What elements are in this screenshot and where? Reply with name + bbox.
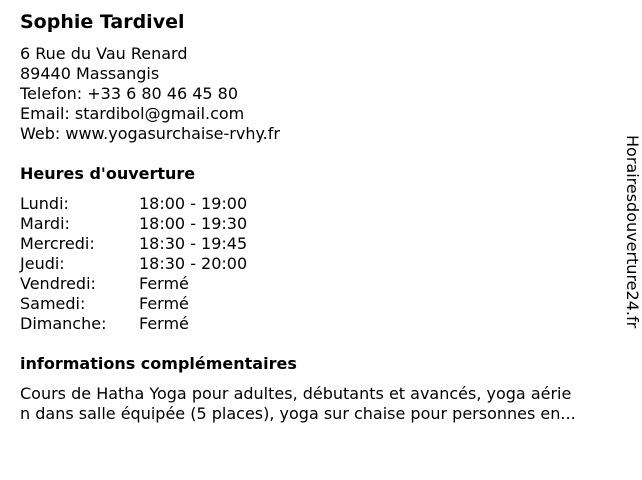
time-value: Fermé	[139, 314, 189, 333]
info-line-1: Cours de Hatha Yoga pour adultes, débutants et avancés, yoga aérie	[20, 384, 572, 403]
phone-text: Telefon: +33 6 80 46 45 80	[20, 84, 239, 103]
address-city: 89440 Massangis	[20, 64, 160, 83]
time-value: 18:00 - 19:30	[139, 214, 248, 233]
hours-row-tuesday	[20, 214, 247, 234]
day-label: Mardi:	[20, 214, 70, 233]
hours-row-sunday	[20, 314, 247, 334]
email-text: Email: stardibol@gmail.com	[20, 104, 245, 123]
time-value: 18:30 - 20:00	[139, 254, 248, 273]
day-label: Mercredi:	[20, 234, 95, 253]
day-label: Dimanche:	[20, 314, 107, 333]
info-heading: informations complémentaires	[20, 354, 297, 373]
day-label: Lundi:	[20, 194, 69, 213]
hours-row-friday	[20, 274, 247, 294]
info-description	[20, 384, 626, 424]
time-value: 18:00 - 19:00	[139, 194, 248, 213]
hours-row-thursday	[20, 254, 247, 274]
brand-watermark: Horairesdouverture24.fr	[623, 135, 642, 329]
hours-heading: Heures d'ouverture	[20, 164, 196, 183]
time-value: 18:30 - 19:45	[139, 234, 248, 253]
address-street: 6 Rue du Vau Renard	[20, 44, 188, 63]
hours-row-wednesday	[20, 234, 247, 254]
day-label: Jeudi:	[20, 254, 65, 273]
hours-row-saturday	[20, 294, 247, 314]
business-name: Sophie Tardivel	[20, 11, 185, 33]
hours-row-monday	[20, 194, 247, 214]
time-value: Fermé	[139, 294, 189, 313]
info-line-2: n dans salle équipée (5 places), yoga sur chaise pour personnes en...	[20, 404, 576, 423]
time-value: Fermé	[139, 274, 189, 293]
opening-hours-table	[20, 194, 247, 334]
contact-block	[20, 44, 280, 144]
web-text: Web: www.yogasurchaise-rvhy.fr	[20, 124, 280, 143]
day-label: Samedi:	[20, 294, 86, 313]
day-label: Vendredi:	[20, 274, 96, 293]
